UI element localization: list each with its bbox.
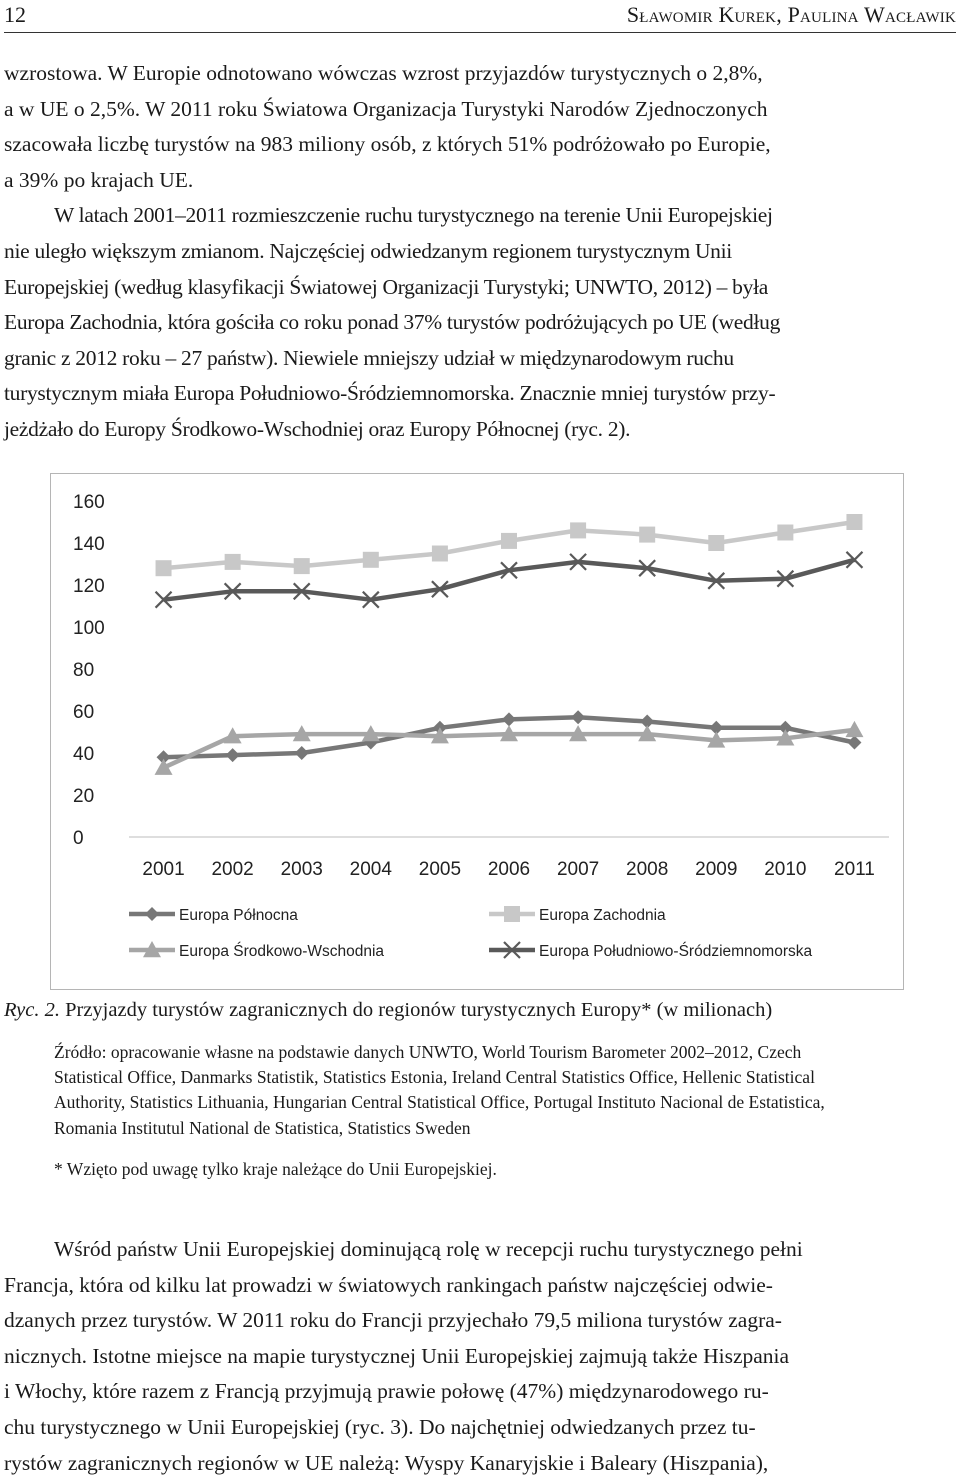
- y-tick-label: 40: [73, 744, 95, 765]
- text-line: chu turystycznego w Unii Europejskiej (ryc. 3). Do najchętniej odwiedzanych przez tu-: [4, 1414, 756, 1439]
- legend-label: Europa Zachodnia: [539, 907, 666, 924]
- text-line: wzrostowa. W Europie odnotowano wówczas wzrost przyjazdów turystycznych o 2,8%,: [4, 61, 763, 85]
- y-tick-label: 160: [73, 492, 105, 513]
- page-number: 12: [4, 2, 26, 27]
- y-tick-label: 100: [73, 618, 105, 639]
- text-line: Wśród państw Unii Europejskiej dominującą rolę w recepcji ruchu turystycznego pełni: [54, 1237, 803, 1261]
- y-tick-label: 140: [73, 534, 105, 555]
- x-tick-label: 2010: [764, 859, 807, 880]
- legend-label: Europa Północna: [179, 907, 298, 924]
- figure-caption: [4, 996, 956, 1024]
- diamond-marker: [226, 748, 240, 762]
- source-note: [54, 1040, 956, 1141]
- source-line: Statistical Office, Danmarks Statistik, Statistics Estonia, Ireland Central Statistics Office, Hellenic Statistical: [54, 1067, 815, 1088]
- square-marker: [504, 906, 520, 922]
- x-tick-label: 2008: [626, 859, 669, 880]
- x-tick-label: 2003: [280, 859, 323, 880]
- figure-number: Ryc. 2.: [4, 999, 60, 1021]
- caption-text: Przyjazdy turystów zagranicznych do regionów turystycznych Europy* (w milionach): [65, 999, 773, 1021]
- y-tick-label: 120: [73, 576, 105, 597]
- line-chart: [51, 474, 903, 989]
- x-tick-label: 2002: [211, 859, 254, 880]
- running-head: [4, 0, 956, 33]
- text-line: jeżdżało do Europy Środkowo-Wschodniej oraz Europy Północnej (ryc. 2).: [4, 416, 631, 441]
- diamond-marker: [847, 736, 861, 750]
- square-marker: [225, 554, 241, 570]
- text-line: Europejskiej (według klasyfikacji Światowej Organizacji Turystyki; UNWTO, 2012) – była: [4, 274, 769, 299]
- text-line: rystów zagranicznych regionów w UE należą: Wyspy Kanaryjskie i Baleary (Hiszpania),: [4, 1450, 769, 1475]
- square-marker: [570, 522, 586, 538]
- square-marker: [708, 535, 724, 551]
- text-line: turystycznym miała Europa Południowo-Śródziemnomorska. Znacznie mniej turystów przy-: [4, 381, 776, 406]
- x-tick-label: 2011: [834, 859, 875, 880]
- paragraph-3: [4, 1232, 956, 1481]
- diamond-marker: [571, 710, 585, 724]
- source-line: Romania Institutul National de Statistica, Statistics Sweden: [54, 1117, 471, 1138]
- text-line: granic z 2012 roku – 27 państw). Niewiele mniejszy udział w międzynarodowym ruchu: [4, 345, 734, 370]
- y-tick-label: 20: [73, 786, 95, 807]
- source-line: Authority, Statistics Lithuania, Hungarian Central Statistical Office, Portugal Instituto Nacional de Estatistica,: [54, 1092, 825, 1113]
- footnote: * Wzięto pod uwagę tylko kraje należące do Unii Europejskiej.: [54, 1159, 497, 1179]
- text-line: szacowała liczbę turystów na 983 miliony osób, z których 51% podróżowało po Europie,: [4, 132, 771, 157]
- x-tick-label: 2004: [349, 859, 392, 880]
- source-line: Źródło: opracowanie własne na podstawie danych UNWTO, World Tourism Barometer 2002–2012, Czech: [54, 1042, 802, 1062]
- diamond-marker: [145, 907, 159, 921]
- text-line: Francja, która od kilku lat prowadzi w światowych rankingach państw najczęściej odwie-: [4, 1272, 773, 1297]
- authors: Sławomir Kurek, Paulina Wacławik: [626, 2, 956, 27]
- x-tick-label: 2007: [556, 859, 600, 880]
- body-text-bottom: [4, 1232, 956, 1481]
- x-tick-label: 2001: [142, 859, 185, 880]
- square-marker: [639, 527, 655, 543]
- chart-frame: [50, 473, 904, 990]
- text-line: nie uległo większym zmianom. Najczęściej odwiedzanym regionem turystycznym Unii: [4, 238, 732, 263]
- y-tick-label: 60: [73, 702, 95, 723]
- legend-label: Europa Południowo-Śródziemnomorska: [539, 943, 813, 960]
- y-tick-label: 0: [73, 828, 84, 849]
- x-tick-label: 2005: [418, 859, 462, 880]
- text-line: a 39% po krajach UE.: [4, 167, 194, 192]
- square-marker: [777, 525, 793, 541]
- text-line: Europa Zachodnia, która gościła co roku ponad 37% turystów podróżujących po UE (według: [4, 310, 781, 335]
- square-marker: [363, 552, 379, 568]
- diamond-marker: [502, 712, 516, 726]
- legend-label: Europa Środkowo-Wschodnia: [179, 943, 385, 960]
- square-marker: [432, 546, 448, 562]
- text-line: nicznych. Istotne miejsce na mapie turystycznej Unii Europejskiej zajmują także Hiszpania: [4, 1343, 790, 1368]
- text-line: a w UE o 2,5%. W 2011 roku Światowa Organizacja Turystyki Narodów Zjednoczonych: [4, 96, 768, 121]
- text-line: i Włochy, które razem z Francją przyjmują prawie połowę (47%) międzynarodowego ru-: [4, 1379, 769, 1404]
- paragraph-2: [4, 198, 956, 447]
- diamond-marker: [295, 746, 309, 760]
- body-text-top: [4, 56, 956, 448]
- square-marker: [846, 514, 862, 530]
- square-marker: [294, 558, 310, 574]
- square-marker: [156, 560, 172, 576]
- y-tick-label: 80: [73, 660, 95, 681]
- paragraph-1: [4, 56, 956, 198]
- x-tick-label: 2009: [695, 859, 738, 880]
- text-line: dzanych przez turystów. W 2011 roku do Francji przyjechało 79,5 miliona turystów zagra-: [4, 1308, 782, 1333]
- text-line: W latach 2001–2011 rozmieszczenie ruchu turystycznego na terenie Unii Europejskiej: [54, 203, 773, 228]
- x-tick-label: 2006: [487, 859, 531, 880]
- square-marker: [501, 533, 517, 549]
